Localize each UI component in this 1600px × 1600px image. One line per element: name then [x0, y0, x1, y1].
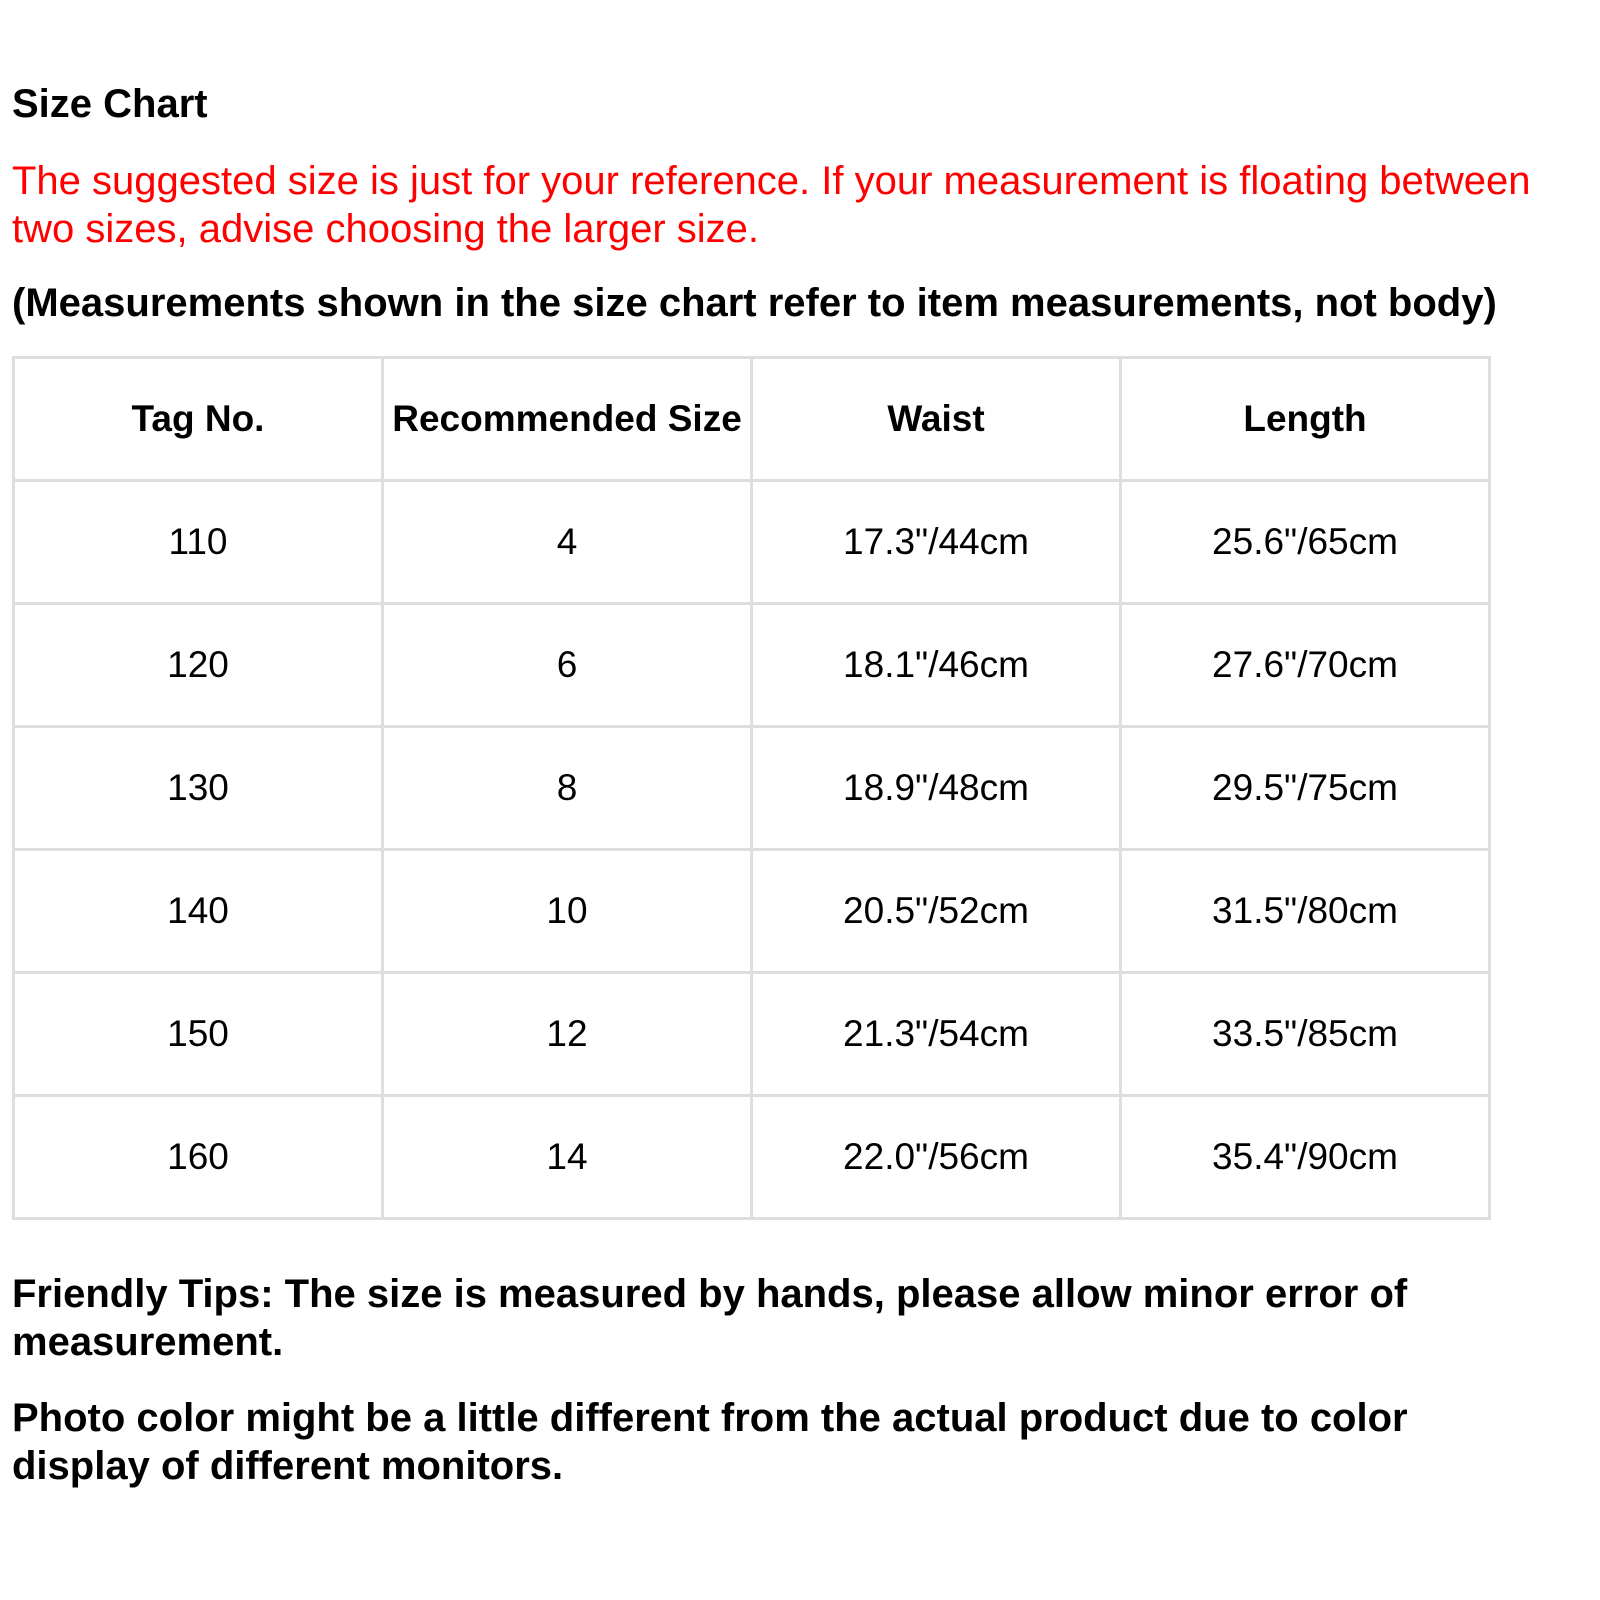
table-row	[14, 604, 1490, 727]
cell-recommended-size: 10	[383, 850, 752, 973]
cell-waist: 18.1"/46cm	[752, 604, 1121, 727]
photo-color-note	[12, 1394, 1408, 1490]
cell-tag-no: 130	[14, 727, 383, 850]
cell-length: 25.6"/65cm	[1121, 481, 1490, 604]
table-row	[14, 727, 1490, 850]
notice-line-2: two sizes, advise choosing the larger size.	[12, 207, 760, 251]
cell-recommended-size: 6	[383, 604, 752, 727]
measurement-note: (Measurements shown in the size chart refer to item measurements, not body)	[12, 281, 1497, 325]
header-waist: Waist	[752, 358, 1121, 481]
table-row	[14, 973, 1490, 1096]
header-length: Length	[1121, 358, 1490, 481]
cell-waist: 22.0"/56cm	[752, 1096, 1121, 1219]
cell-length: 31.5"/80cm	[1121, 850, 1490, 973]
table-row	[14, 1096, 1490, 1219]
cell-tag-no: 120	[14, 604, 383, 727]
cell-waist: 20.5"/52cm	[752, 850, 1121, 973]
size-advice-notice	[12, 157, 1592, 253]
cell-length: 27.6"/70cm	[1121, 604, 1490, 727]
cell-length: 33.5"/85cm	[1121, 973, 1490, 1096]
cell-recommended-size: 14	[383, 1096, 752, 1219]
tips-line-2: measurement.	[12, 1320, 284, 1364]
cell-recommended-size: 12	[383, 973, 752, 1096]
tips-line-1: Friendly Tips: The size is measured by hands, please allow minor error of	[12, 1272, 1408, 1316]
cell-recommended-size: 4	[383, 481, 752, 604]
table-row	[14, 850, 1490, 973]
cell-waist: 17.3"/44cm	[752, 481, 1121, 604]
notice-line-1: The suggested size is just for your reference. If your measurement is floating between	[12, 159, 1531, 203]
header-recommended-size: Recommended Size	[383, 358, 752, 481]
cell-waist: 21.3"/54cm	[752, 973, 1121, 1096]
cell-recommended-size: 8	[383, 727, 752, 850]
cell-tag-no: 160	[14, 1096, 383, 1219]
table-row	[14, 481, 1490, 604]
cell-tag-no: 140	[14, 850, 383, 973]
friendly-tips	[12, 1270, 1407, 1366]
table-header-row	[14, 358, 1490, 481]
cell-waist: 18.9"/48cm	[752, 727, 1121, 850]
header-tag-no: Tag No.	[14, 358, 383, 481]
cell-length: 35.4"/90cm	[1121, 1096, 1490, 1219]
photo-note-line-1: Photo color might be a little different from the actual product due to color	[12, 1396, 1408, 1440]
cell-tag-no: 110	[14, 481, 383, 604]
cell-length: 29.5"/75cm	[1121, 727, 1490, 850]
size-table	[12, 356, 1491, 1220]
cell-tag-no: 150	[14, 973, 383, 1096]
page-title: Size Chart	[12, 82, 208, 126]
photo-note-line-2: display of different monitors.	[12, 1444, 564, 1488]
